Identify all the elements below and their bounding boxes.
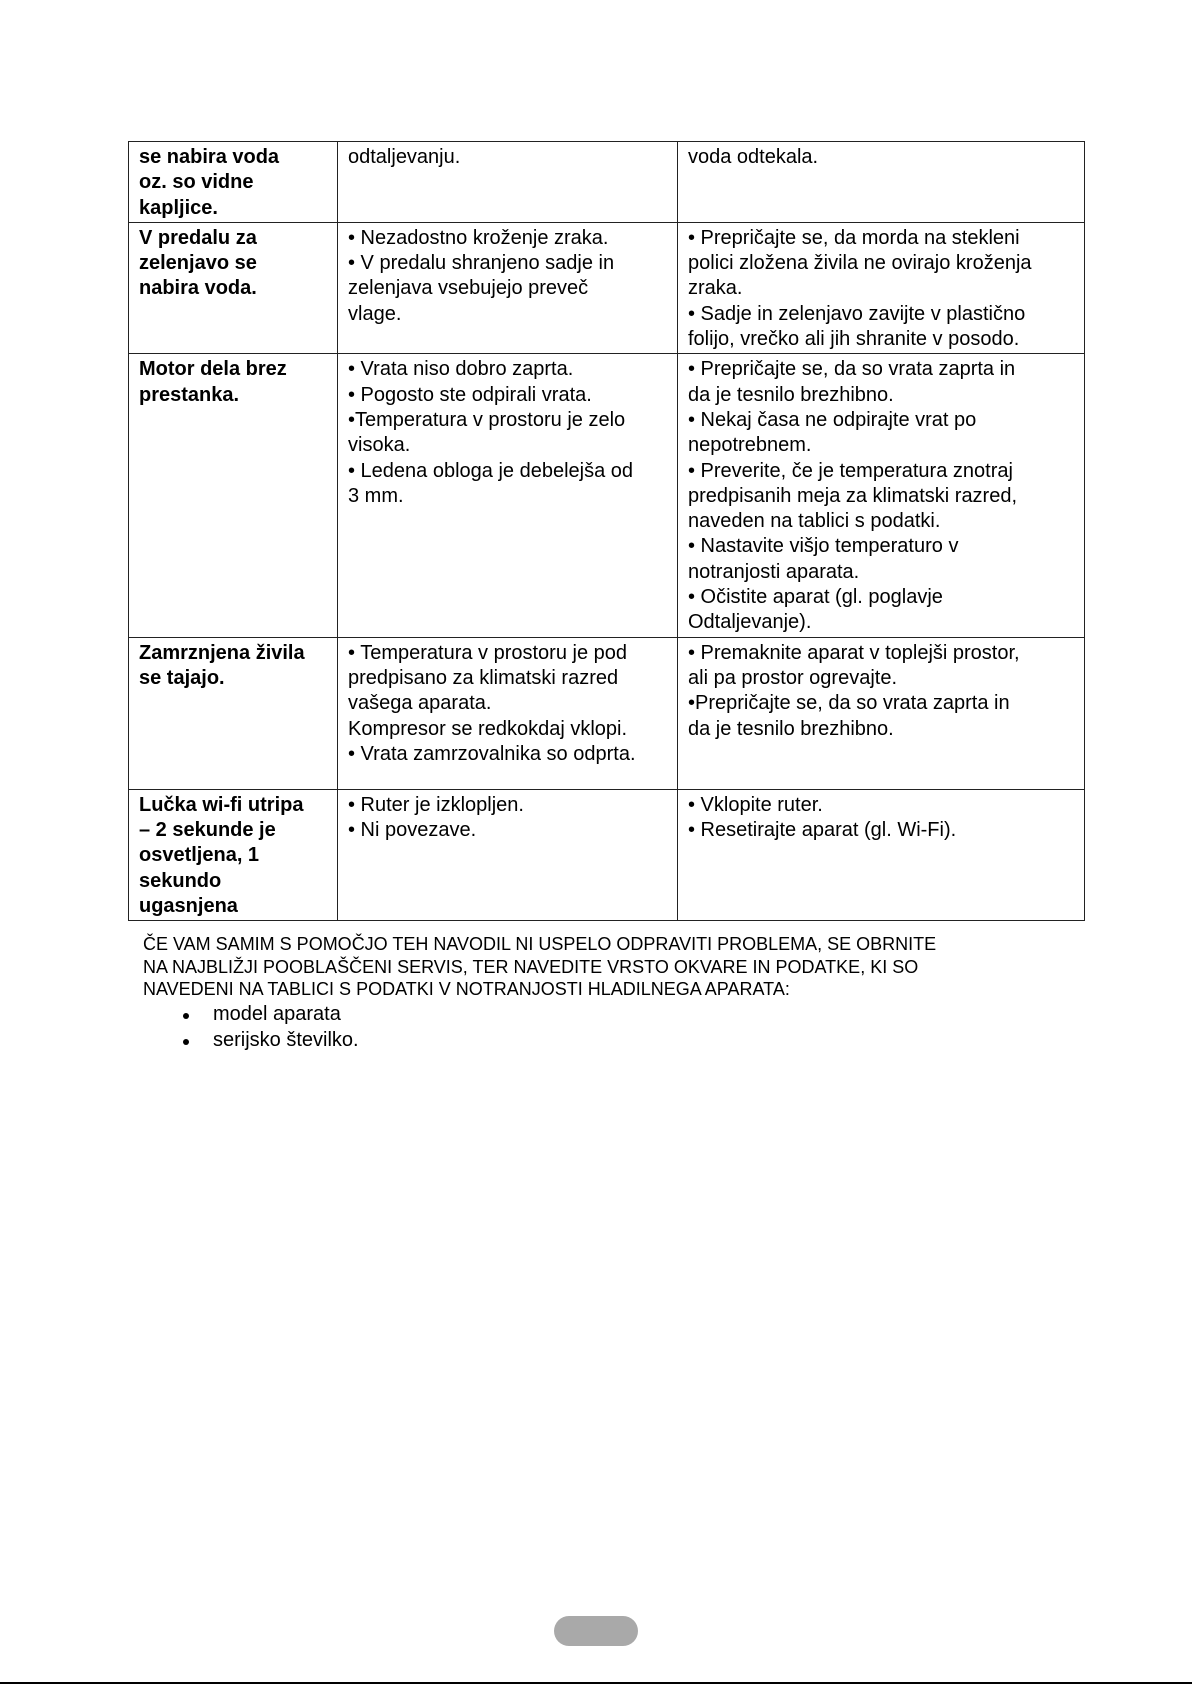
table-row [129,222,1085,353]
list-item [143,1028,359,1054]
cause-cell [338,789,678,920]
list-item-text: model aparata [213,1003,341,1025]
bullet-icon [183,1013,189,1019]
cause-text: zelenjava vsebujejo preveč [348,277,589,300]
remedy-cell [678,789,1085,920]
remedy-text: folijo, vrečko ali jih shranite v posodo. [688,328,1020,351]
problem-text: osvetljena, 1 [139,844,260,867]
cause-text: • Pogosto ste odpirali vrata. [348,383,592,406]
page-number-tab [554,1616,638,1646]
problem-text: – 2 sekunde je [139,818,276,841]
cause-text: • Ledena obloga je debelejša od [348,459,634,482]
remedy-text: polici zložena živila ne ovirajo kroženja [688,252,1032,275]
table-row [129,637,1085,789]
notice-line: NA NAJBLIŽJI POOBLAŠČENI SERVIS, TER NAVEDITE VRSTO OKVARE IN PODATKE, KI SO [143,956,919,977]
problem-text: Zamrznjena živila [139,641,305,664]
cause-text: • Vrata zamrzovalnika so odprta. [348,742,636,765]
cause-cell [338,354,678,637]
notice-line: ČE VAM SAMIM S POMOČJO TEH NAVODIL NI USPELO ODPRAVITI PROBLEMA, SE OBRNITE [143,934,937,954]
remedy-cell [678,354,1085,637]
problem-text: ugasnjena [139,894,238,917]
table-row [129,354,1085,637]
remedy-text: da je tesnilo brezhibno. [688,717,894,740]
problem-cell [129,789,338,920]
cause-cell [338,637,678,789]
cause-text: •Temperatura v prostoru je zelo [348,408,626,431]
cause-text: • Ni povezave. [348,818,477,841]
problem-text: se tajajo. [139,666,225,689]
cause-text: • V predalu shranjeno sadje in [348,252,615,275]
cause-text: odtaljevanju. [348,146,461,168]
problem-text: V predalu za [139,226,257,249]
remedy-text: • Očistite aparat (gl. poglavje [688,586,943,609]
table-row [129,142,1085,223]
problem-text: se nabira voda [139,146,280,168]
cause-text: • Temperatura v prostoru je pod [348,641,628,664]
remedy-cell [678,637,1085,789]
remedy-text: zraka. [688,277,743,300]
remedy-text: • Nastavite višjo temperaturo v [688,535,959,558]
remedy-cell [678,142,1085,223]
problem-text: nabira voda. [139,277,257,300]
remedy-text: ali pa prostor ogrevajte. [688,666,898,689]
remedy-text: predpisanih meja za klimatski razred, [688,484,1018,507]
cause-text: • Nezadostno kroženje zraka. [348,226,609,249]
remedy-text: nepotrebnem. [688,434,812,457]
cause-cell [338,222,678,353]
problem-cell [129,222,338,353]
cause-text: predpisano za klimatski razred [348,666,619,689]
problem-text: oz. so vidne [139,171,254,194]
troubleshooting-table-body [129,142,1085,921]
troubleshooting-table [128,141,1085,921]
problem-text: prestanka. [139,383,240,406]
remedy-text: naveden na tablici s podatki. [688,510,941,533]
bullet-icon [183,1039,189,1045]
problem-cell [129,637,338,789]
remedy-text: • Prepričajte se, da so vrata zaprta in [688,358,1016,381]
remedy-text: da je tesnilo brezhibno. [688,383,894,406]
list-item-text: serijsko številko. [213,1028,359,1051]
remedy-cell [678,222,1085,353]
remedy-text: • Resetirajte aparat (gl. Wi-Fi). [688,818,957,841]
problem-text: sekundo [139,869,222,892]
bottom-rule [0,1682,1192,1684]
problem-cell [129,354,338,637]
cause-text: 3 mm. [348,484,404,507]
remedy-text: • Preverite, če je temperatura znotraj [688,459,1013,482]
problem-text: zelenjavo se [139,252,257,275]
table-row [129,789,1085,920]
remedy-text: • Vklopite ruter. [688,793,823,816]
problem-cell [129,142,338,223]
cause-text: • Vrata niso dobro zaprta. [348,358,574,381]
required-info-list [143,1002,359,1053]
cause-text: visoka. [348,434,411,457]
cause-text: Kompresor se redkokdaj vklopi. [348,717,628,740]
remedy-text: •Prepričajte se, da so vrata zaprta in [688,692,1010,715]
remedy-text: • Nekaj časa ne odpirajte vrat po [688,408,977,431]
remedy-text: • Prepričajte se, da morda na stekleni [688,226,1020,249]
remedy-text: Odtaljevanje). [688,611,812,634]
cause-cell [338,142,678,223]
problem-text: Lučka wi-fi utripa [139,793,304,816]
problem-text: Motor dela brez [139,358,287,381]
remedy-text: voda odtekala. [688,146,819,168]
cause-text: vlage. [348,302,402,325]
problem-text: kapljice. [139,196,218,219]
cause-text: vašega aparata. [348,692,492,715]
remedy-text: • Sadje in zelenjavo zavijte v plastično [688,302,1026,325]
remedy-text: notranjosti aparata. [688,560,860,583]
service-notice [143,933,1083,1001]
notice-line: NAVEDENI NA TABLICI S PODATKI V NOTRANJOSTI HLADILNEGA APARATA: [143,979,790,999]
list-item [143,1002,359,1028]
cause-text: • Ruter je izklopljen. [348,793,524,816]
remedy-text: • Premaknite aparat v toplejši prostor, [688,641,1020,664]
